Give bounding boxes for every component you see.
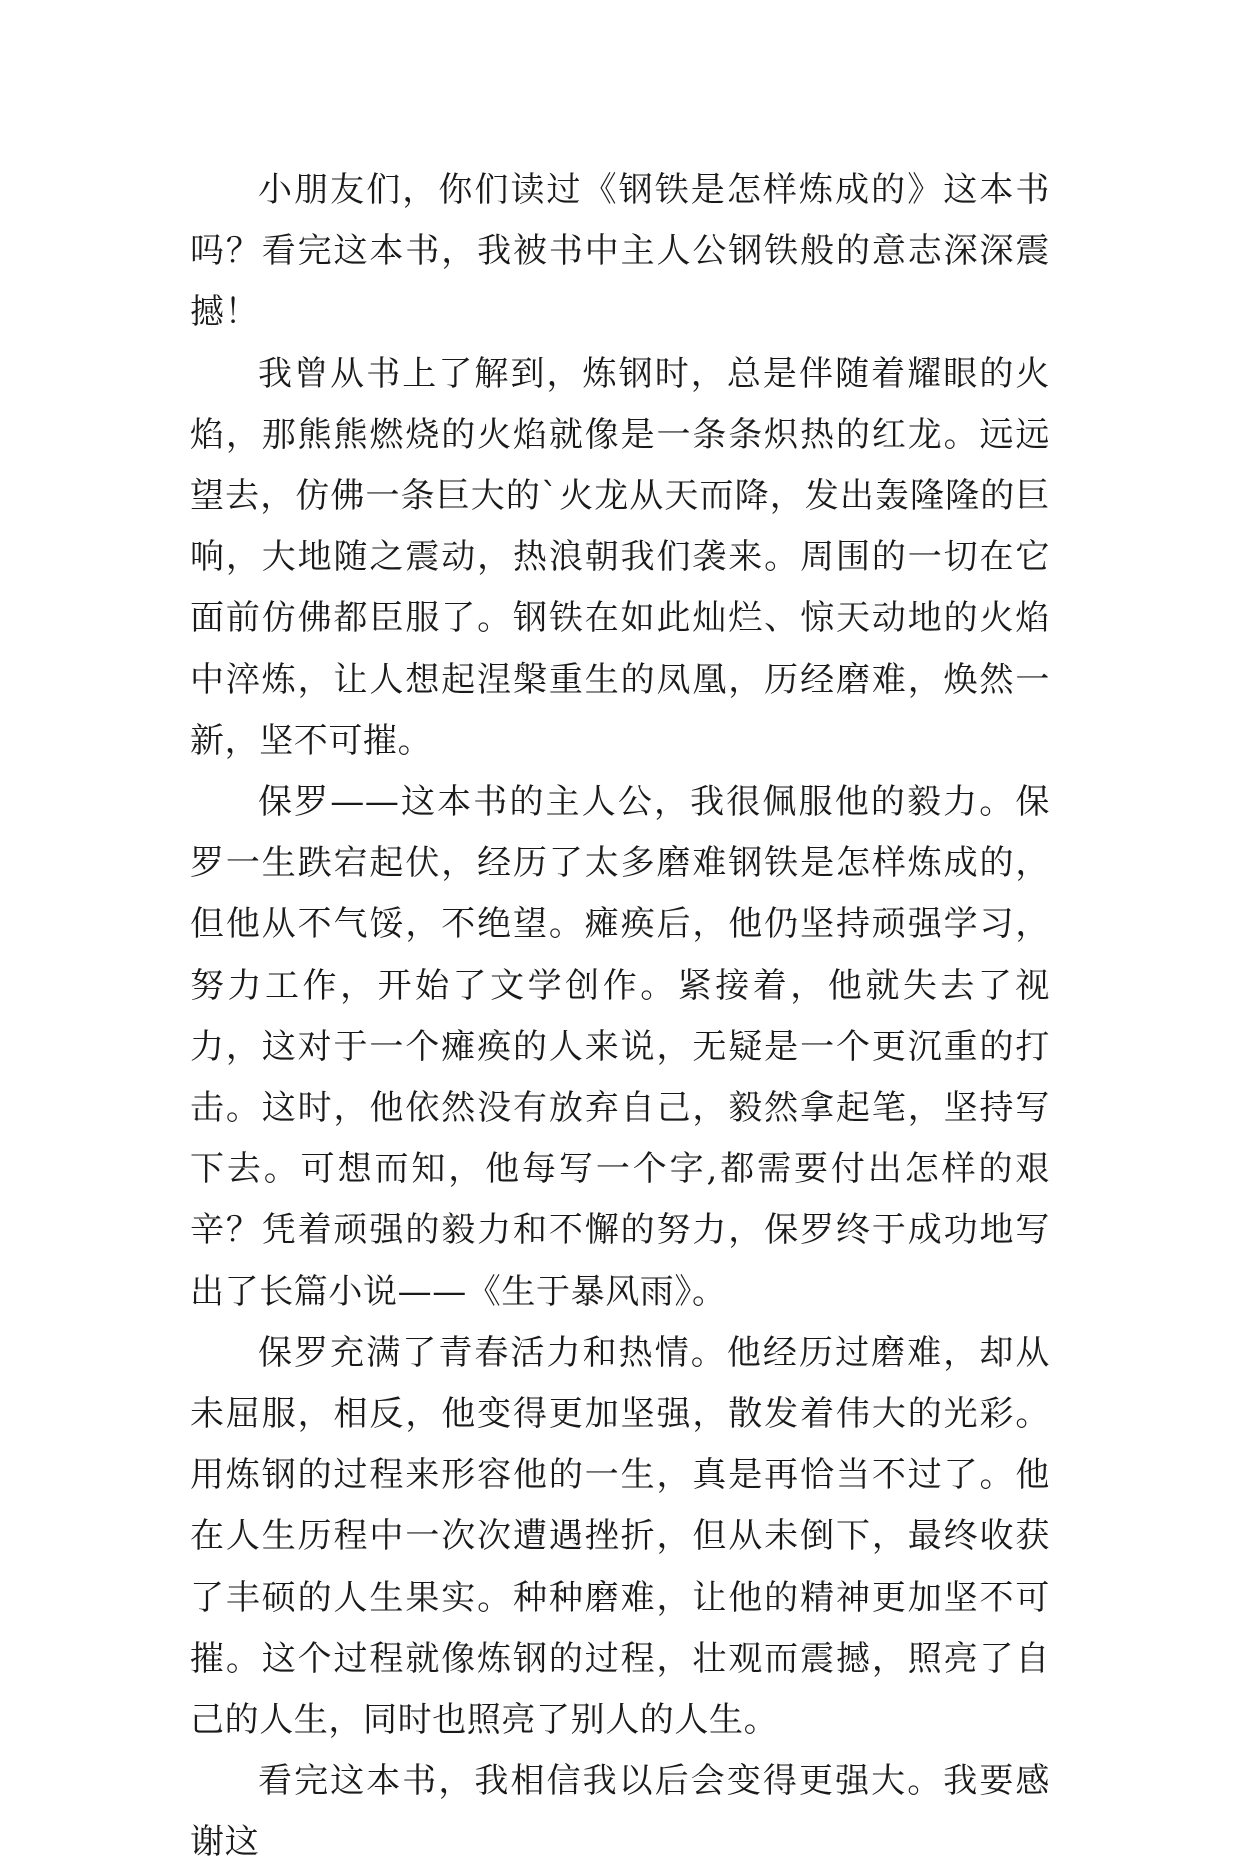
paragraph-4: 保罗充满了青春活力和热情。他经历过磨难，却从未屈服，相反，他变得更加坚强，散发着伟大的光彩。用炼钢的过程来形容他的一生，真是再恰当不过了。他在人生历程中一次次遭遇挫折，但从未倒下，最终收获了丰硕的人生果实。种种磨难，让他的精神更加坚不可摧。这个过程就像炼钢的过程，壮观而震撼，照亮了自己的人生，同时也照亮了别人的人生。: [190, 1332, 1050, 1741]
document-body: [190, 160, 1050, 1874]
paragraph-1: 小朋友们，你们读过《钢铁是怎样炼成的》这本书吗？看完这本书，我被书中主人公钢铁般的意志深深震撼！: [190, 170, 1050, 333]
paragraph-5: 看完这本书，我相信我以后会变得更强大。我要感谢这: [190, 1761, 1050, 1863]
paragraph-3: 保罗——这本书的主人公，我很佩服他的毅力。保罗一生跌宕起伏，经历了太多磨难钢铁是怎样炼成的，但他从不气馁，不绝望。瘫痪后，他仍坚持顽强学习，努力工作，开始了文学创作。紧接着，他就失去了视力，这对于一个瘫痪的人来说，无疑是一个更沉重的打击。这时，他依然没有放弃自己，毅然拿起笔，坚持写下去。可想而知，他每写一个字,都需要付出怎样的艰辛？凭着顽强的毅力和不懈的努力，保罗终于成功地写出了长篇小说——《生于暴风雨》。: [190, 782, 1050, 1312]
paragraph-2: 我曾从书上了解到，炼钢时，总是伴随着耀眼的火焰，那熊熊燃烧的火焰就像是一条条炽热的红龙。远远望去，仿佛一条巨大的`火龙从天而降，发出轰隆隆的巨响，大地随之震动，热浪朝我们袭来。周围的一切在它面前仿佛都臣服了。钢铁在如此灿烂、惊天动地的火焰中淬炼，让人想起涅槃重生的凤凰，历经磨难，焕然一新，坚不可摧。: [190, 353, 1050, 761]
